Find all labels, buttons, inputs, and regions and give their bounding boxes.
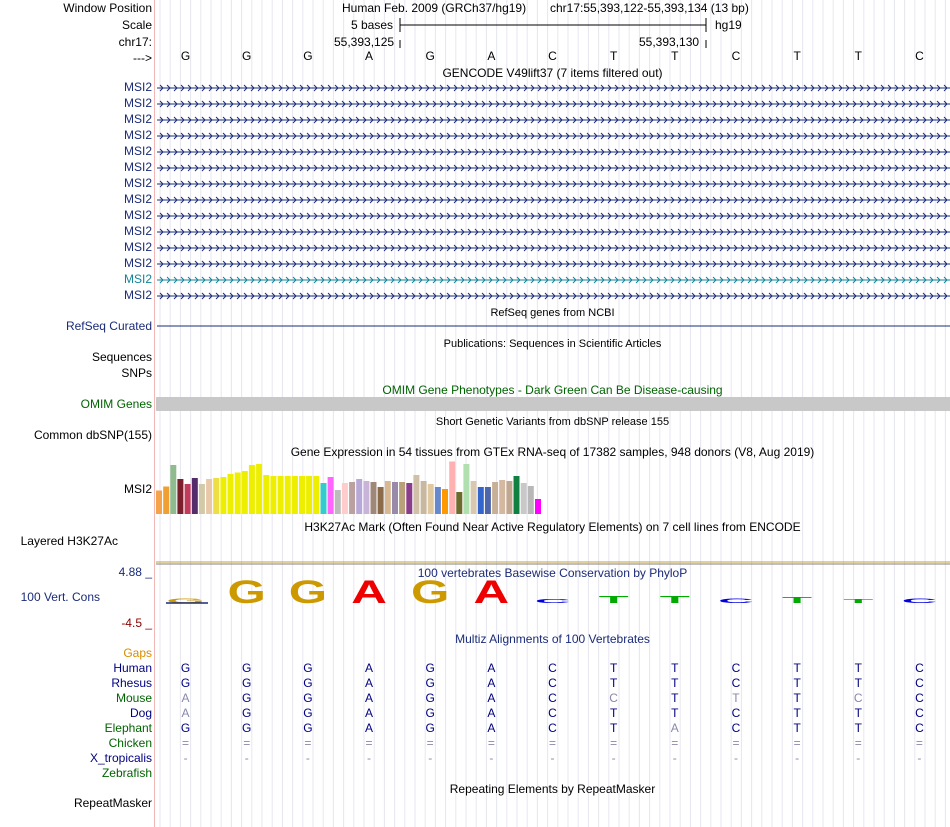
alignment-base: = [182,736,190,750]
alignment-base: - [672,751,677,765]
alignment-base: - [305,751,310,765]
alignment-base: T [793,691,801,705]
alignment-base: A [365,706,374,720]
refseq-track-title: RefSeq genes from NCBI [490,307,615,319]
alignment-base: - [795,751,800,765]
alignment-base: C [731,661,741,675]
gencode-transcript-label[interactable]: MSI2 [123,272,152,286]
reference-base: G [180,49,191,63]
alignment-base: G [242,706,252,720]
gencode-transcript-label[interactable]: MSI2 [123,160,152,174]
alignment-base: = [548,736,556,750]
alignment-base: = [487,736,495,750]
alignment-base: A [487,676,496,690]
cons-track-title: 100 vertebrates Basewise Conservation by PhyloP [417,566,688,580]
species-label[interactable]: Gaps [123,646,152,660]
gtex-tissue-bar [321,483,327,514]
alignment-base: = [426,736,434,750]
alignment-base: C [548,661,557,675]
gtex-tissue-bar [506,481,512,514]
gencode-transcript-label[interactable]: MSI2 [123,240,152,254]
alignment-base: C [853,691,863,705]
alignment-base: T [854,676,862,690]
gtex-gene-label[interactable]: MSI2 [123,482,152,496]
species-label[interactable]: Rhesus [111,676,152,690]
alignment-base: G [303,706,313,720]
alignment-base: T [609,706,618,720]
repeatmasker-track-label[interactable]: RepeatMasker [73,796,152,810]
chrom-label: chr17: [118,35,152,49]
gtex-tissue-bar [192,478,198,514]
alignment-base: G [180,721,191,735]
cons-logo-letter: A [473,573,510,610]
alignment-base: T [609,676,618,690]
reference-base: T [609,49,618,63]
gtex-tissue-bar [278,476,284,514]
gtex-tissue-bar [270,476,276,514]
gtex-tissue-bar [299,476,305,514]
gtex-tissue-bar [421,481,427,514]
gencode-transcript-label[interactable]: MSI2 [123,192,152,206]
gtex-tissue-bar [342,483,348,514]
gtex-tissue-bar [442,489,448,514]
alignment-base: T [671,691,679,705]
gencode-transcript-label[interactable]: MSI2 [123,112,152,126]
alignment-base: T [854,706,862,720]
gtex-tissue-bar [313,476,319,514]
track-labels [0,0,154,827]
cons-logo-letter: C [718,597,754,605]
alignment-base: A [487,661,496,675]
publications-sequences-label[interactable]: Sequences [91,350,152,364]
alignment-base: C [548,691,557,705]
alignment-base: G [425,706,435,720]
alignment-base: T [732,691,740,705]
alignment-base: = [854,736,862,750]
gtex-tissue-bar [249,465,255,514]
reference-base: C [548,49,557,63]
reference-base: T [854,49,862,63]
gencode-transcript-label[interactable]: MSI2 [123,128,152,142]
alignment-base: - [367,751,372,765]
species-label[interactable]: Elephant [104,721,152,735]
alignment-base: - [856,751,861,765]
gtex-tissue-bar [206,479,212,514]
alignment-base: G [303,661,313,675]
alignment-base: G [425,661,435,675]
gtex-tissue-bar [285,476,291,514]
alignment-base: T [793,706,801,720]
alignment-base: C [915,661,924,675]
omim-track-title: OMIM Gene Phenotypes - Dark Green Can Be Disease-causing [382,383,723,397]
gtex-tissue-bar [399,482,405,514]
gtex-tissue-bar [199,484,205,514]
omim-track-label[interactable]: OMIM Genes [80,397,152,411]
gencode-transcript-label[interactable]: MSI2 [123,288,152,302]
cons-min-label: -4.5 _ [121,616,152,630]
coord-right: 55,393,130 [639,35,700,49]
gtex-tissue-bar [256,464,262,514]
cons-logo-letter: T [598,593,629,606]
cons-logo-letter: C [901,597,938,605]
gtex-tissue-bar [185,484,191,514]
alignment-base: C [915,676,924,690]
gencode-transcript-label[interactable]: MSI2 [123,80,152,94]
alignment-base: A [365,691,374,705]
species-label[interactable]: X_tropicalis [89,751,152,765]
alignment-base: C [731,706,741,720]
gtex-tissue-bar [463,464,469,514]
alignment-base: T [609,661,618,675]
gtex-tissue-bar [335,490,341,514]
gtex-tissue-bar [449,462,455,515]
alignment-base: - [428,751,433,765]
reference-base: G [242,49,252,63]
alignment-base: T [854,721,862,735]
gtex-tissue-bar [478,487,484,514]
alignment-base: G [425,721,435,735]
alignment-base: A [487,721,496,735]
gencode-transcript-label[interactable]: MSI2 [123,176,152,190]
gtex-tissue-bar [349,482,355,514]
species-label[interactable]: Chicken [108,736,152,750]
h3k27ac-track-title: H3K27Ac Mark (Often Found Near Active Regulatory Elements) on 7 cell lines from ENCODE [304,520,801,534]
alignment-base: G [425,676,435,690]
gtex-tissue-bar [435,487,441,514]
gtex-tissue-bar [392,482,398,514]
alignment-base: C [548,706,557,720]
gencode-transcript-label[interactable]: MSI2 [123,256,152,270]
gtex-tissue-bar [492,482,498,514]
gtex-tissue-bar [292,476,298,514]
alignment-base: A [181,706,190,720]
alignment-base: A [365,721,374,735]
gtex-tissue-bar [263,475,269,514]
alignment-base: T [671,676,679,690]
reference-base: C [731,49,741,63]
alignment-base: - [550,751,555,765]
reference-base: T [793,49,801,63]
strand-arrow-label: ---> [133,51,152,65]
gtex-tissue-bar [363,481,369,514]
reference-base: A [487,49,496,63]
gtex-track-title: Gene Expression in 54 tissues from GTEx RNA-seq of 17382 samples, 948 donors (V8, Aug 2019) [290,445,815,459]
gtex-tissue-bar [485,487,491,514]
gtex-tissue-bar [528,486,534,514]
alignment-base: C [548,721,557,735]
gtex-tissue-bar [213,478,219,514]
db-label: hg19 [715,18,742,32]
alignment-base: C [915,706,924,720]
alignment-base: = [793,736,801,750]
cons-track-label[interactable]: 100 Vert. Cons [20,590,100,604]
position-range: chr17:55,393,122-55,393,134 (13 bp) [550,1,749,15]
reference-base: T [671,49,679,63]
alignment-base: A [181,691,190,705]
gtex-tissue-bar [521,483,527,514]
reference-base: C [915,49,924,63]
alignment-base: = [732,736,740,750]
publications-snps-label[interactable]: SNPs [121,366,152,380]
reference-base: A [365,49,374,63]
alignment-base: G [303,676,313,690]
alignment-base: - [244,751,249,765]
alignment-base: A [487,706,496,720]
gtex-tissue-bar [428,484,434,514]
alignment-base: T [793,676,801,690]
alignment-base: G [180,661,191,675]
alignment-base: A [670,721,679,735]
gtex-tissue-bar [242,471,248,514]
species-label[interactable]: Zebrafish [101,766,152,780]
cons-logo-letter: T [782,595,813,605]
scale-label: Scale [121,18,152,32]
alignment-base: G [242,721,252,735]
alignment-base: G [303,721,313,735]
cons-logo-letter: T [659,593,690,606]
gtex-tissue-bar [170,465,176,514]
alignment-base: G [242,661,252,675]
alignment-base: - [489,751,494,765]
gencode-transcript-label[interactable]: MSI2 [123,208,152,222]
alignment-base: = [243,736,251,750]
gtex-tissue-bar [471,481,477,514]
alignment-base: T [671,661,679,675]
gtex-tissue-bar [406,483,412,514]
window-position-label: Window Position [63,1,152,15]
dbsnp-track-title: Short Genetic Variants from dbSNP release 155 [435,416,670,428]
repeatmasker-track-title: Repeating Elements by RepeatMasker [449,782,656,796]
alignment-base: C [915,721,924,735]
cons-logo-letter: G [166,597,205,605]
species-label[interactable]: Human [113,661,152,675]
gtex-tissue-bar [306,476,312,514]
alignment-base: G [242,676,252,690]
species-label[interactable]: Mouse [115,691,152,705]
alignment-base: = [365,736,373,750]
gtex-tissue-bar [220,477,226,514]
alignment-base: C [548,676,557,690]
alignment-base: - [611,751,616,765]
alignment-base: - [183,751,188,765]
gencode-transcript-label[interactable]: MSI2 [123,224,152,238]
alignment-base: = [915,736,923,750]
cons-max-label: 4.88 _ [118,565,152,579]
omim-gene-bar [156,397,950,411]
cons-logo-letter: T [843,598,874,605]
gtex-tissue-bar [328,477,334,514]
alignment-base: G [425,691,435,705]
alignment-base: G [242,691,252,705]
alignment-base: C [731,721,741,735]
publications-track-title: Publications: Sequences in Scientific Articles [443,338,662,350]
gtex-tissue-bar [413,475,419,514]
multiz-track-title: Multiz Alignments of 100 Vertebrates [455,632,650,646]
gtex-tissue-bar [378,487,384,514]
gencode-track-title: GENCODE V49lift37 (7 items filtered out) [442,66,663,80]
gtex-tissue-bar [356,479,362,514]
alignment-base: T [609,721,618,735]
alignment-base: = [671,736,679,750]
gtex-tissue-bar [514,476,520,514]
gtex-tissue-bar [156,491,162,515]
gtex-tissue-bar [177,479,183,514]
alignment-base: T [854,661,862,675]
coord-left: 55,393,125 [334,35,395,49]
cons-logo-letter: G [411,573,450,610]
gencode-transcript-label[interactable]: MSI2 [123,96,152,110]
cons-logo-letter: G [227,573,266,610]
cons-logo-letter: C [534,598,571,605]
gtex-tissue-bar [499,480,505,514]
gtex-tissue-bar [235,473,241,515]
alignment-base: - [733,751,738,765]
alignment-base: A [487,691,496,705]
assembly-title: Human Feb. 2009 (GRCh37/hg19) [342,1,527,15]
gencode-transcript-label[interactable]: MSI2 [123,144,152,158]
gtex-tissue-bar [163,487,169,515]
alignment-base: G [303,691,313,705]
gtex-tissue-bar [385,481,391,514]
refseq-track-label[interactable]: RefSeq Curated [65,319,152,333]
scale-text: 5 bases [351,18,394,32]
cons-logo-letter: A [351,573,387,610]
reference-base: G [303,49,313,63]
gtex-tissue-bar [535,499,541,514]
alignment-base: A [365,661,374,675]
alignment-base: = [610,736,618,750]
alignment-base: C [609,691,618,705]
cons-logo-letter: G [288,573,328,610]
gtex-tissue-bar [371,482,377,514]
label-divider [154,0,155,827]
alignment-base: G [180,676,191,690]
alignment-base: T [671,706,679,720]
alignment-base: C [731,676,741,690]
alignment-base: T [793,661,801,675]
alignment-base: A [365,676,374,690]
alignment-base: - [917,751,922,765]
species-label[interactable]: Dog [129,706,152,720]
alignment-base: T [793,721,801,735]
gtex-tissue-bar [228,474,234,514]
h3k27ac-track-label[interactable]: Layered H3K27Ac [20,534,118,548]
reference-base: G [425,49,435,63]
gtex-tissue-bar [456,492,462,514]
dbsnp-track-label[interactable]: Common dbSNP(155) [33,428,152,442]
alignment-base: C [915,691,924,705]
alignment-base: = [304,736,312,750]
